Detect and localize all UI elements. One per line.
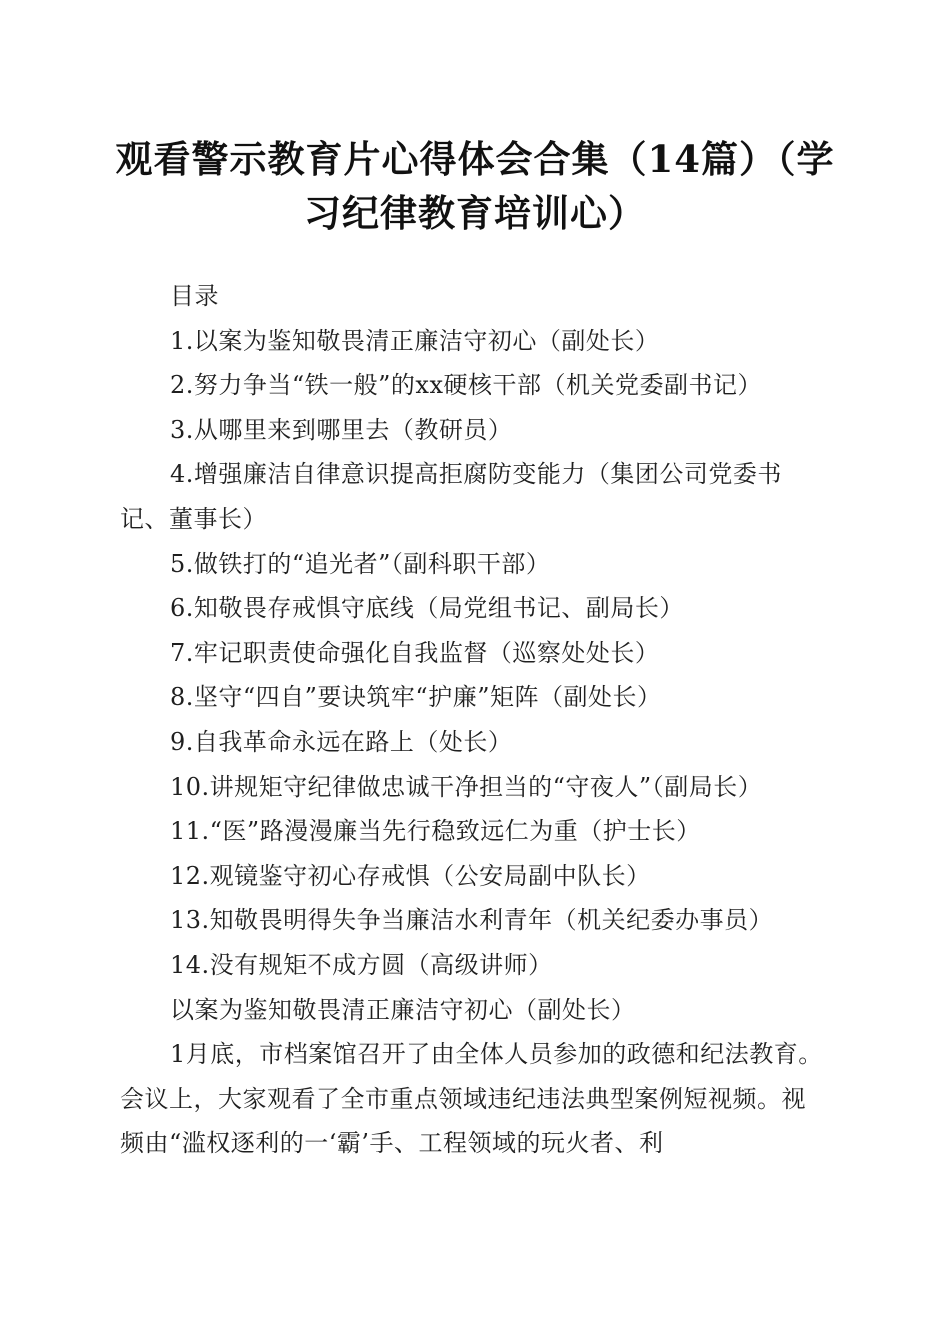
toc-item: 5.做铁打的“追光者”（副科职干部）	[170, 549, 551, 578]
toc-item: 1.以案为鉴知敬畏清正廉洁守初心（副处长）	[170, 326, 660, 355]
toc-item: 8.坚守“四自”要诀筑牢“护廉”矩阵（副处长）	[170, 683, 662, 712]
toc-item: 6.知敬畏存戒惧守底线（局党组书记、副局长）	[170, 594, 684, 623]
toc-item: 4.增强廉洁自律意识提高拒腐防变能力（集团公司党委书记、董事长）	[120, 460, 782, 533]
toc-item: 12.观镜鉴守初心存戒惧（公安局副中队长）	[170, 861, 651, 890]
toc-item: 13.知敬畏明得失争当廉洁水利青年（机关纪委办事员）	[170, 906, 774, 935]
toc-item: 9.自我革命永远在路上（处长）	[170, 727, 513, 756]
toc-label: 目录	[170, 282, 219, 310]
toc-item: 2.努力争当“铁一般”的xx硬核干部（机关党委副书记）	[170, 371, 763, 400]
table-of-contents	[120, 319, 825, 988]
toc-item: 11.“医”路漫漫廉当先行稳致远仁为重（护士长）	[170, 817, 701, 846]
body-paragraph: 1月底，市档案馆召开了由全体人员参加的政德和纪法教育。会议上，大家观看了全市重点领域违纪违法典型案例短视频。视频由“滥权逐利的一‘霸’手、工程领域的玩火者、利	[120, 1040, 823, 1158]
toc-item: 10.讲规矩守纪律做忠诚干净担当的“守夜人”（副局长）	[170, 772, 763, 801]
toc-item: 7.牢记职责使命强化自我监督（巡察处处长）	[170, 638, 660, 667]
toc-item: 14.没有规矩不成方圆（高级讲师）	[170, 950, 553, 979]
section-heading: 以案为鉴知敬畏清正廉洁守初心（副处长）	[170, 995, 636, 1024]
toc-item: 3.从哪里来到哪里去（教研员）	[170, 415, 513, 444]
document-title: 观看警示教育片心得体会合集（14篇）（学习纪律教育培训心）	[115, 137, 835, 235]
document-body	[120, 274, 825, 1166]
